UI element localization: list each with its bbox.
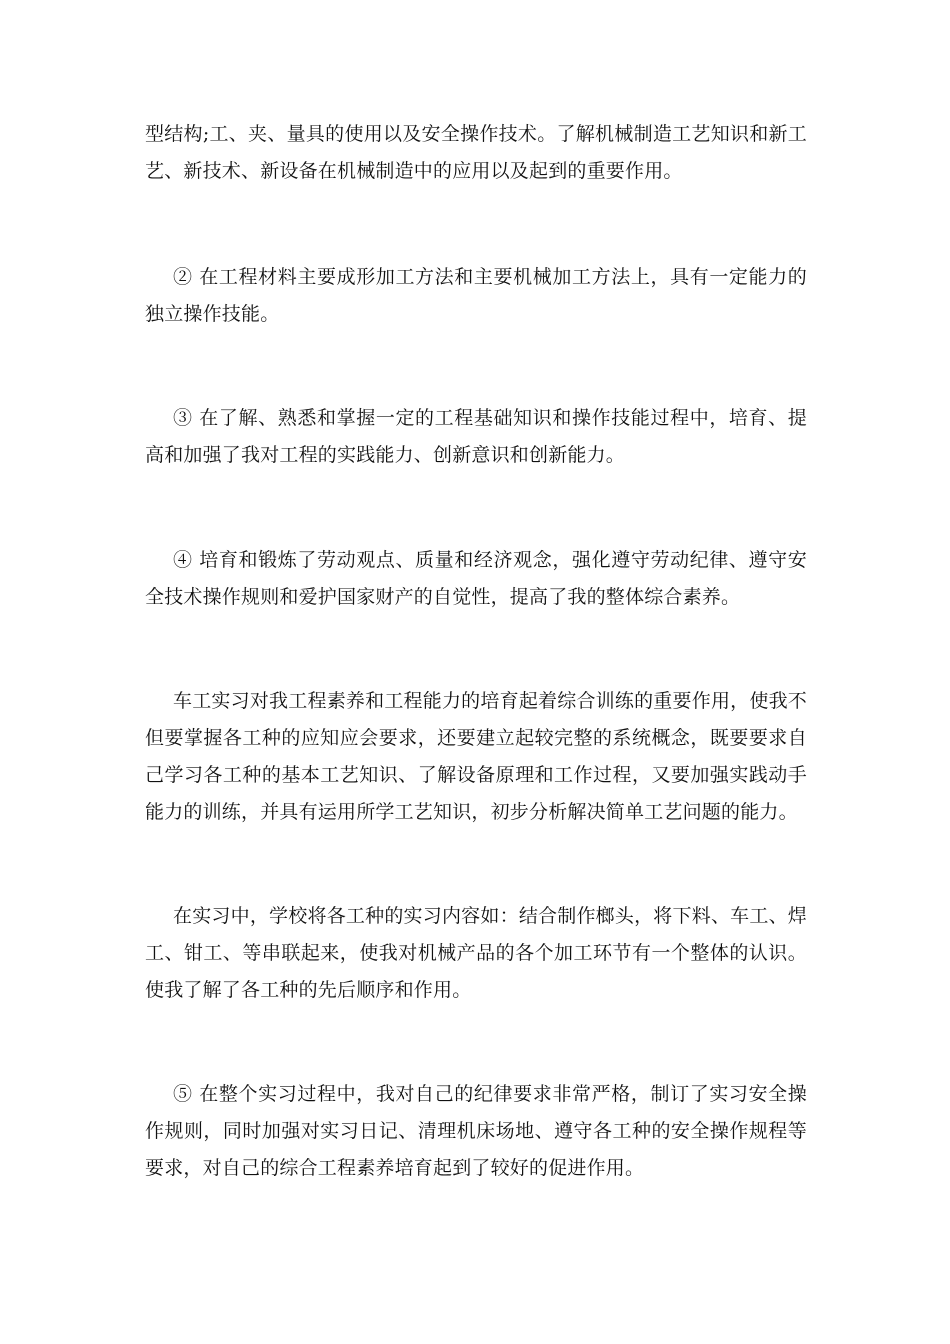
paragraph-5: 车工实习对我工程素养和工程能力的培育起着综合训练的重要作用，使我不但要掌握各工种的应知应会要求，还要建立起较完整的系统概念，既要要求自己学习各工种的基本工艺知识、了解设备原理和工作过程，又要加强实践动手能力的训练，并具有运用所学工艺知识，初步分析解决简单工艺问题的能力。: [145, 690, 807, 823]
paragraph-2: ② 在工程材料主要成形加工方法和主要机械加工方法上，具有一定能力的独立操作技能。: [145, 266, 807, 325]
paragraph-6: 在实习中，学校将各工种的实习内容如：结合制作榔头，将下料、车工、焊工、钳工、等串联起来，使我对机械产品的各个加工环节有一个整体的认识。使我了解了各工种的先后顺序和作用。: [145, 905, 807, 1001]
paragraph-7: ⑤ 在整个实习过程中，我对自己的纪律要求非常严格，制订了实习安全操作规则，同时加强对实习日记、清理机床场地、遵守各工种的安全操作规程等要求，对自己的综合工程素养培育起到了较好的促进作用。: [145, 1083, 807, 1179]
paragraph-3: ③ 在了解、熟悉和掌握一定的工程基础知识和操作技能过程中，培育、提高和加强了我对工程的实践能力、创新意识和创新能力。: [145, 407, 807, 466]
paragraph-1: 型结构;工、夹、量具的使用以及安全操作技术。了解机械制造工艺知识和新工艺、新技术、新设备在机械制造中的应用以及起到的重要作用。: [145, 123, 807, 182]
paragraph-4: ④ 培育和锻炼了劳动观点、质量和经济观念，强化遵守劳动纪律、遵守安全技术操作规则和爱护国家财产的自觉性，提高了我的整体综合素养。: [145, 549, 807, 608]
